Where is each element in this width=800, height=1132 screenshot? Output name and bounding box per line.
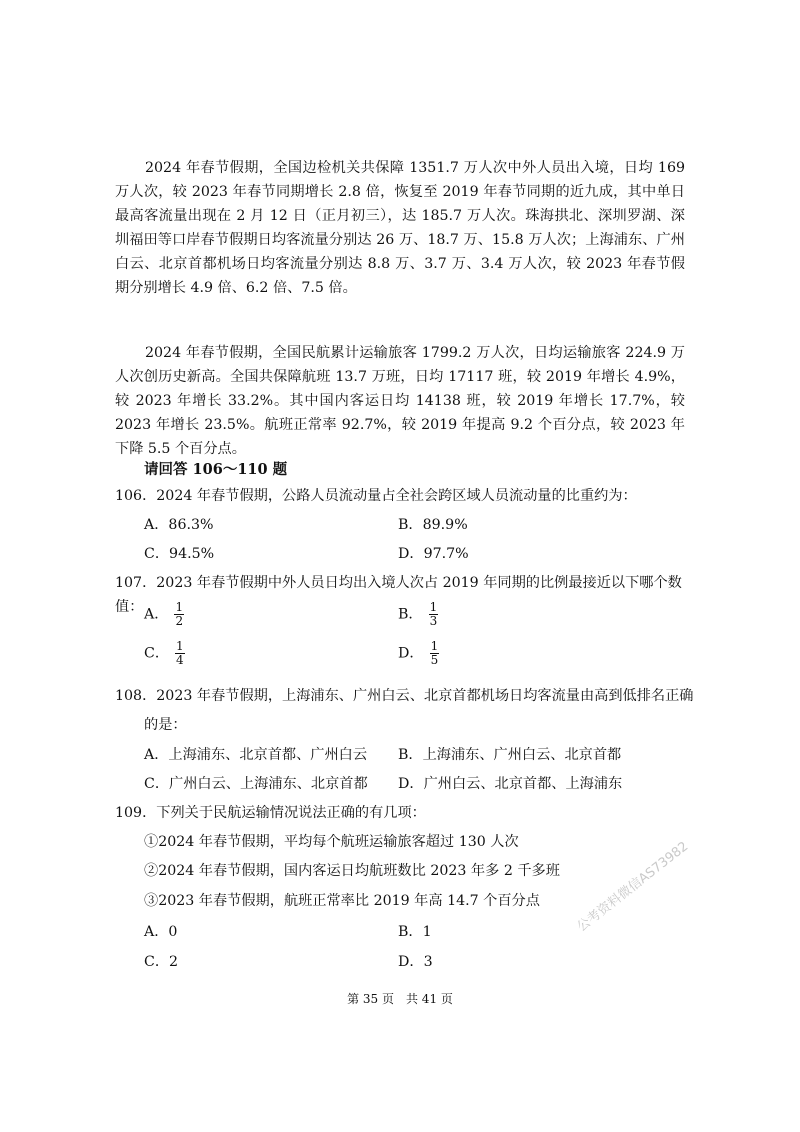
q106-option-c[interactable]: C．94.5% bbox=[144, 546, 215, 562]
q107-option-d[interactable] bbox=[398, 640, 439, 667]
q109-option-b[interactable]: B．1 bbox=[398, 924, 432, 940]
q108-option-c[interactable]: C．广州白云、上海浦东、北京首都 bbox=[144, 776, 368, 792]
denominator: 2 bbox=[175, 614, 184, 628]
q106-option-b[interactable]: B．89.9% bbox=[398, 517, 468, 533]
denominator: 3 bbox=[429, 614, 438, 628]
denominator: 4 bbox=[176, 653, 184, 667]
page-footer: 第 35 页 共 41 页 bbox=[347, 992, 453, 1006]
q109-option-d[interactable]: D．3 bbox=[398, 954, 433, 970]
q108-option-d[interactable]: D．广州白云、北京首都、上海浦东 bbox=[398, 776, 623, 792]
q107-option-c[interactable] bbox=[144, 640, 185, 667]
question-106-stem: 106．2024 年春节假期，公路人员流动量占全社会跨区域人员流动量的比重约为： bbox=[115, 488, 637, 504]
q108-option-a[interactable]: A．上海浦东、北京首都、广州白云 bbox=[144, 747, 368, 763]
q108-option-b[interactable]: B．上海浦东、广州白云、北京首都 bbox=[398, 747, 622, 763]
q109-statement-3: ③2023 年春节假期，航班正常率比 2019 年高 14.7 个百分点 bbox=[144, 893, 540, 909]
q107-option-a[interactable] bbox=[144, 601, 184, 628]
fraction-one-fifth bbox=[430, 640, 440, 667]
q109-option-a[interactable]: A．0 bbox=[144, 924, 178, 940]
q109-statement-1: ①2024 年春节假期，平均每个航班运输旅客超过 130 人次 bbox=[144, 834, 519, 850]
question-108-stem: 108．2023 年春节假期，上海浦东、广州白云、北京首都机场日均客流量由高到低排名正确 bbox=[115, 688, 694, 704]
q107-option-d-label: D． bbox=[398, 645, 424, 662]
section-heading: 请回答 106～110 题 bbox=[144, 461, 288, 478]
paragraph-civil-aviation: 2024 年春节假期，全国民航累计运输旅客 1799.2 万人次，日均运输旅客 224.9 万人次创历史新高。全国共保障航班 13.7 万班，日均 17117 班，较 2019 年增长 4.9%，较 2023 年增长 33.2%。其中国内客运日均 14138 班，较 2019 年增长 17.7%，较 2023 年增长 23.5%。航班正常率 92.7%，较 2019 年提高 9.2 个百分点，较 2023 年下降 5.5 个百分点。 bbox=[115, 345, 685, 457]
fraction-one-quarter bbox=[175, 640, 185, 667]
numerator: 1 bbox=[430, 639, 439, 653]
numerator: 1 bbox=[429, 600, 438, 614]
numerator: 1 bbox=[176, 639, 184, 653]
q107-option-a-label: A． bbox=[144, 606, 169, 623]
q106-option-d[interactable]: D．97.7% bbox=[398, 546, 469, 562]
q109-statement-2: ②2024 年春节假期，国内客运日均航班数比 2023 年多 2 千多班 bbox=[144, 863, 560, 879]
paragraph-border-inspection: 2024 年春节假期，全国边检机关共保障 1351.7 万人次中外人员出入境，日均 169 万人次，较 2023 年春节同期增长 2.8 倍，恢复至 2019 年春节同期的近九成，其中单日最高客流量出现在 2 月 12 日（正月初三），达 185.7 万人次。珠海拱北、深圳罗湖、深圳福田等口岸春节假期日均客流量分别达 26 万、18.7 万、15.8 万人次；上海浦东、广州白云、北京首都机场日均客流量分别达 8.8 万、3.7 万、3.4 万人次，较 2023 年春节假期分别增长 4.9 倍、6.2 倍、7.5 倍。 bbox=[115, 160, 685, 296]
numerator: 1 bbox=[175, 600, 184, 614]
fraction-one-half bbox=[174, 601, 184, 628]
q106-option-a[interactable]: A．86.3% bbox=[144, 517, 214, 533]
watermark: 公考资料微信AS73982 bbox=[574, 839, 692, 935]
q107-option-b[interactable] bbox=[398, 601, 438, 628]
question-108-stem-continued: 的是： bbox=[144, 717, 187, 733]
q107-option-b-label: B． bbox=[398, 606, 423, 623]
denominator: 5 bbox=[430, 653, 439, 667]
fraction-one-third bbox=[429, 601, 439, 628]
q107-option-c-label: C． bbox=[144, 645, 170, 662]
q109-option-c[interactable]: C．2 bbox=[144, 954, 179, 970]
question-109-stem: 109．下列关于民航运输情况说法正确的有几项： bbox=[115, 805, 426, 821]
question-107-stem: 107．2023 年春节假期中外人员日均出入境人次占 2019 年同期的比例最接近以下哪个数值： bbox=[115, 575, 682, 615]
